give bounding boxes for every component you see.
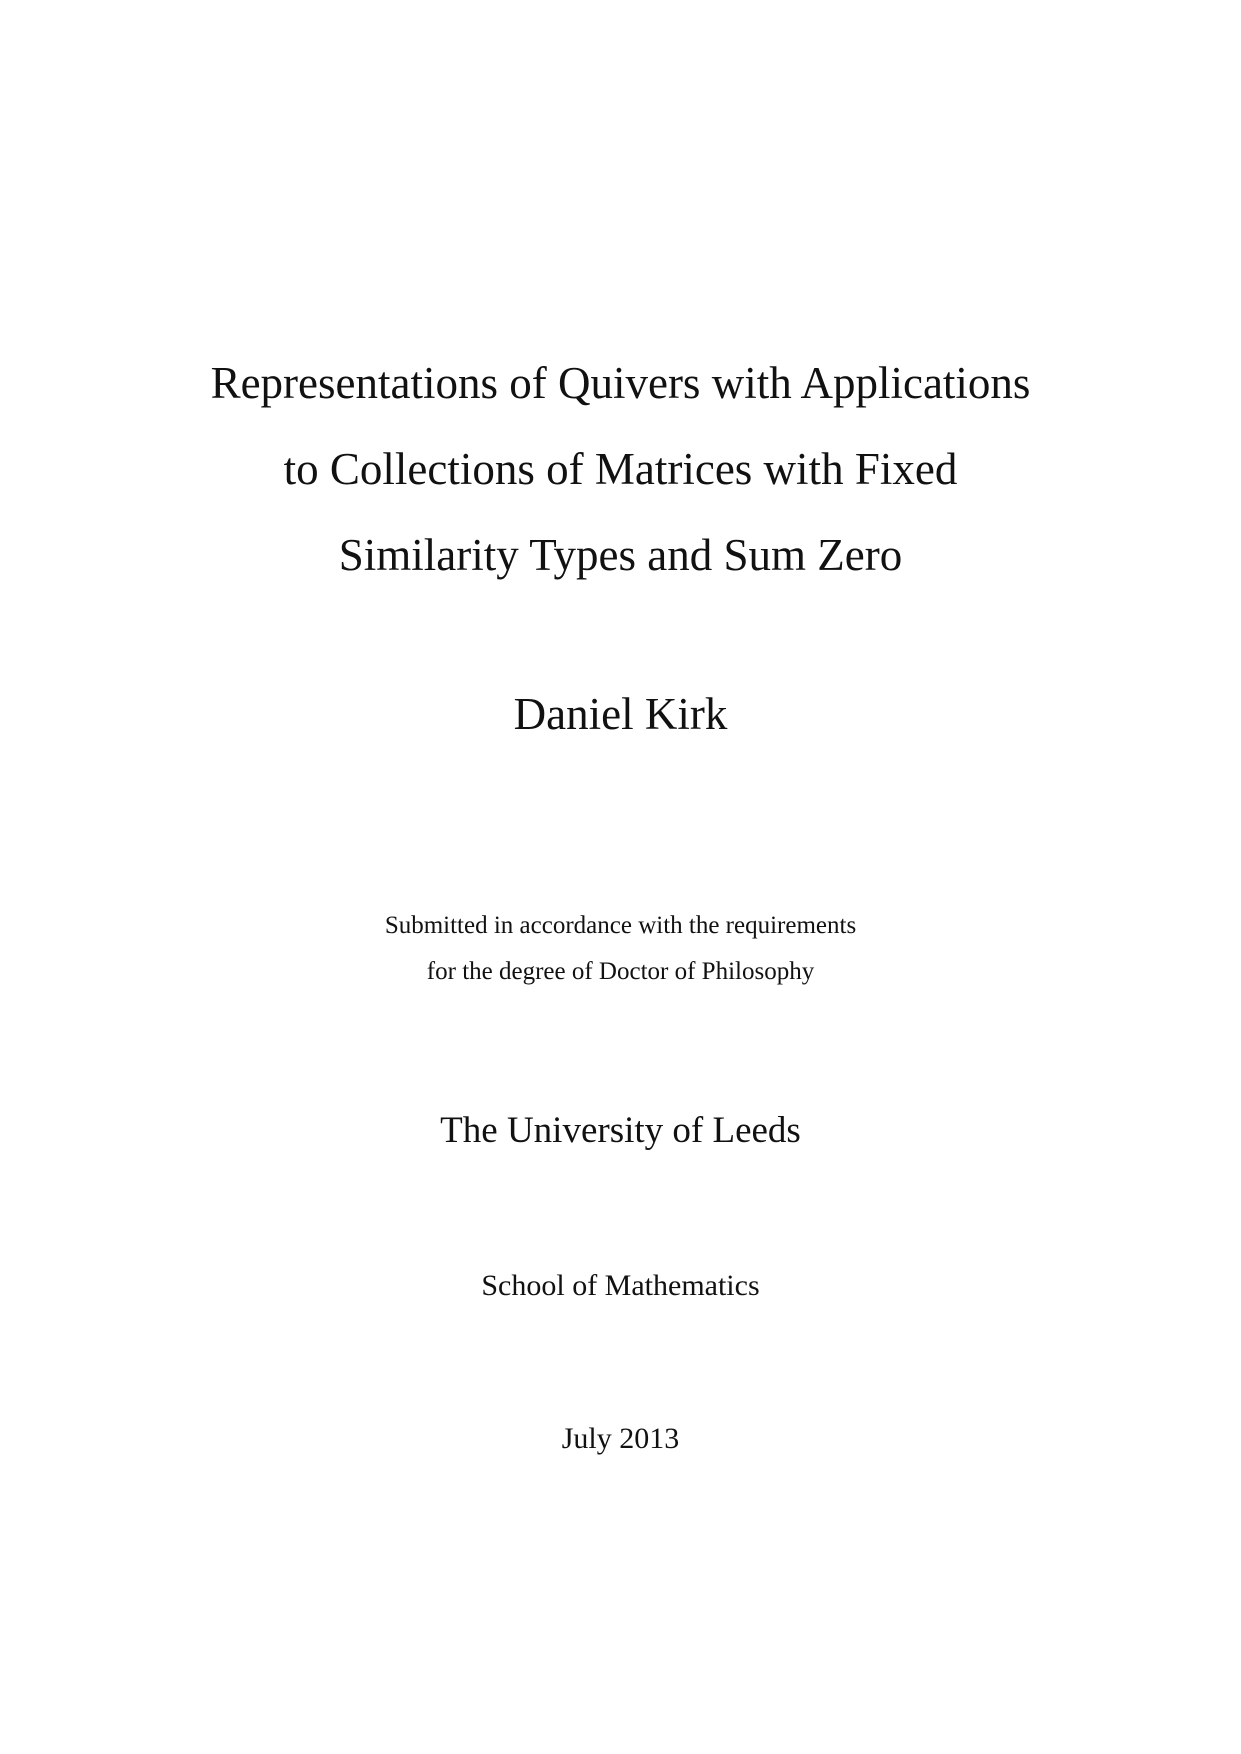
university-name: The University of Leeds <box>440 1110 801 1151</box>
submission-date: July 2013 <box>561 1422 680 1455</box>
author-name: Daniel Kirk <box>513 689 728 739</box>
thesis-title-line-3: Similarity Types and Sum Zero <box>338 530 903 580</box>
thesis-title-line-1: Representations of Quivers with Applications <box>210 358 1031 408</box>
submission-line-2: for the degree of Doctor of Philosophy <box>426 958 815 985</box>
submission-statement <box>0 903 1241 995</box>
school-name: School of Mathematics <box>481 1269 760 1302</box>
submission-line-1: Submitted in accordance with the requirements <box>384 912 857 939</box>
thesis-title-line-2: to Collections of Matrices with Fixed <box>283 444 958 494</box>
thesis-title <box>0 340 1241 598</box>
